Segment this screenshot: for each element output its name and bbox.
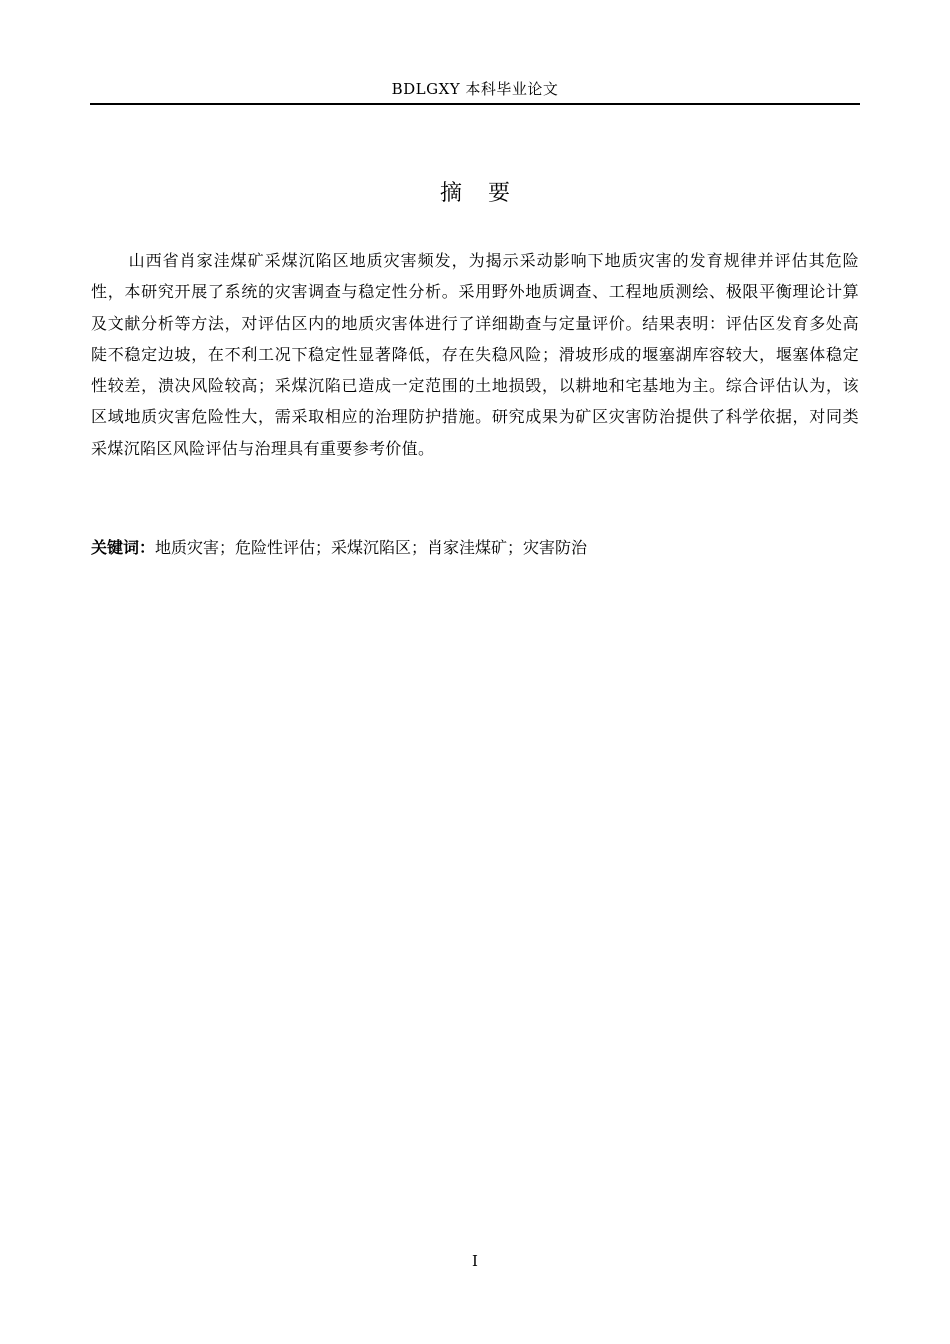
keywords-line [91,534,859,562]
keywords-text: 地质灾害；危险性评估；采煤沉陷区；肖家洼煤矿；灾害防治 [155,538,588,557]
running-header: BDLGXY 本科毕业论文 [391,80,559,98]
header-rule [90,103,860,105]
keywords-label: 关键词： [91,538,156,557]
abstract-body: 山西省肖家洼煤矿采煤沉陷区地质灾害频发，为揭示采动影响下地质灾害的发育规律并评估其危险性，本研究开展了系统的灾害调查与稳定性分析。采用野外地质调查、工程地质测绘、极限平衡理论计算及文献分析等方法，对评估区内的地质灾害体进行了详细勘查与定量评价。结果表明：评估区发育多处高陡不稳定边坡，在不利工况下稳定性显著降低，存在失稳风险；滑坡形成的堰塞湖库容较大，堰塞体稳定性较差，溃决风险较高；采煤沉陷已造成一定范围的土地损毁，以耕地和宅基地为主。综合评估认为，该区域地质灾害危险性大，需采取相应的治理防护措施。研究成果为矿区灾害防治提供了科学依据，对同类采煤沉陷区风险评估与治理具有重要参考价值。 [91,251,859,458]
abstract-title: 摘要 [439,181,536,206]
page-number: I [472,1252,478,1270]
